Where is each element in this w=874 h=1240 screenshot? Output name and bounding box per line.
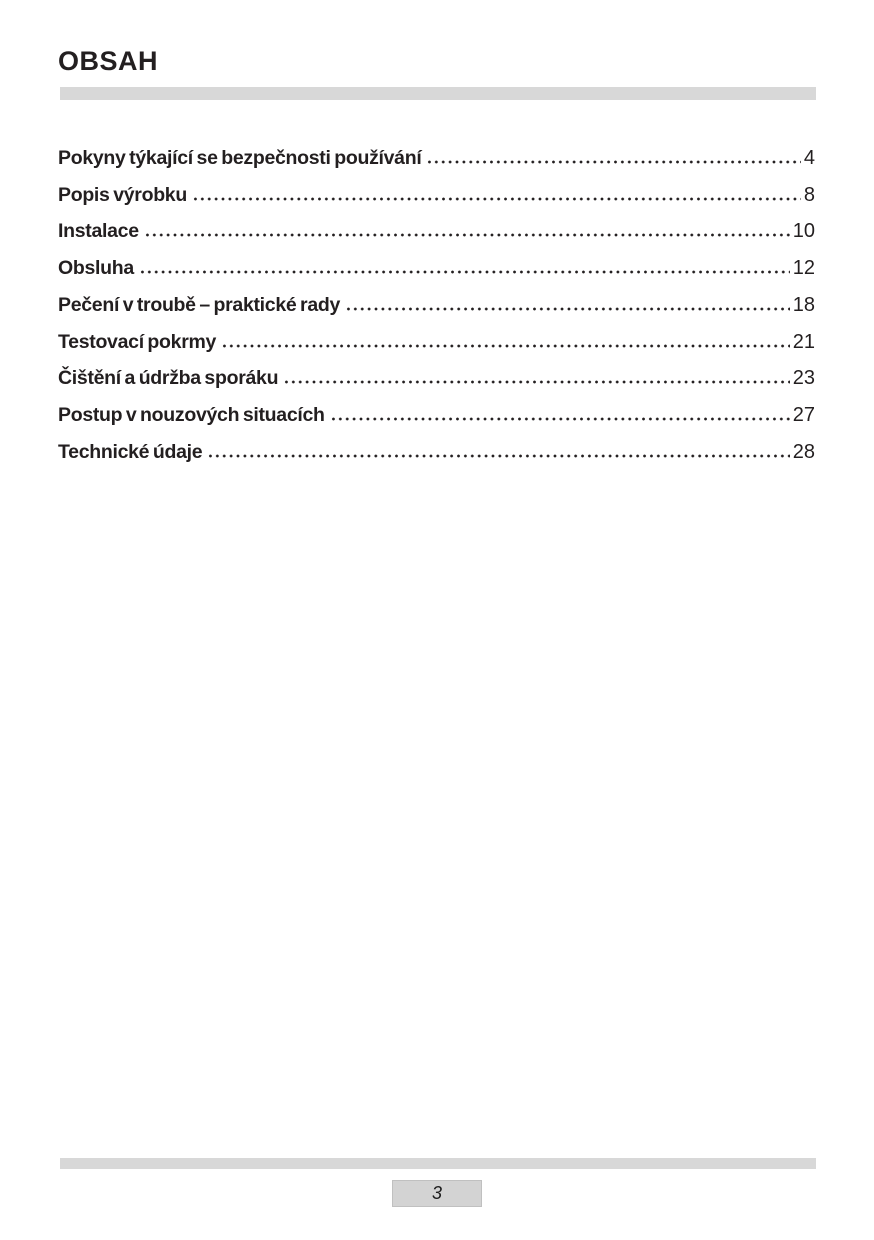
- toc-entry-page: 8: [803, 183, 815, 206]
- dot-leader: [345, 294, 790, 311]
- dot-leader: [207, 441, 789, 458]
- footer-page-number: 3: [431, 1183, 442, 1203]
- toc-entry: [58, 140, 815, 177]
- toc-entry: [58, 213, 815, 250]
- dot-leader: [192, 184, 801, 201]
- toc-entry-label: Instalace: [58, 220, 139, 243]
- dot-leader: [330, 404, 790, 421]
- toc-entry: [58, 397, 815, 434]
- toc-entry-page: 10: [792, 220, 815, 243]
- toc-entry-label: Popis výrobku: [58, 183, 187, 206]
- dot-leader: [139, 257, 790, 274]
- toc-entry: [58, 434, 815, 471]
- toc-entry-page: 18: [792, 293, 815, 316]
- dot-leader: [283, 367, 790, 384]
- toc-entry-page: 21: [792, 330, 815, 353]
- footer-page-number-box: [392, 1180, 482, 1207]
- toc-entry-page: 12: [792, 257, 815, 280]
- toc-list: [58, 140, 815, 470]
- toc-entry-label: Čištění a údržba sporáku: [58, 367, 279, 390]
- toc-entry: [58, 360, 815, 397]
- toc-entry-page: 4: [803, 147, 815, 169]
- toc-entry: [58, 287, 815, 324]
- title-rule-bar: [60, 87, 816, 100]
- toc-entry-label: Pečení v troubě – praktické rady: [58, 293, 341, 316]
- toc-entry: [58, 250, 815, 287]
- page-title: OBSAH: [58, 46, 159, 76]
- toc-entry: [58, 177, 815, 214]
- dot-leader: [144, 220, 790, 237]
- toc-entry-label: Technické údaje: [58, 440, 203, 463]
- toc-entry-label: Testovací pokrmy: [58, 330, 217, 353]
- toc-entry-page: 27: [792, 404, 815, 427]
- toc-entry-label: Pokyny týkající se bezpečnosti používání: [58, 147, 422, 169]
- footer-rule-bar: [60, 1158, 816, 1169]
- toc-entry-label: Obsluha: [58, 257, 134, 280]
- toc-entry: [58, 324, 815, 361]
- toc-entry-page: 28: [792, 440, 815, 463]
- toc-entry-page: 23: [792, 367, 815, 390]
- dot-leader: [221, 331, 790, 348]
- toc-entry-label: Postup v nouzových situacích: [58, 404, 325, 427]
- dot-leader: [426, 147, 800, 164]
